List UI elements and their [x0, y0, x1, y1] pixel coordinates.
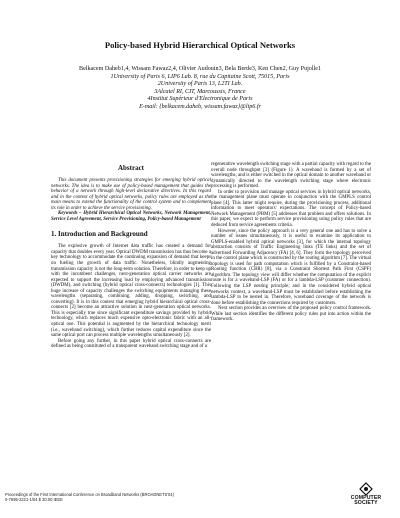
logo-line-1: COMPUTER	[350, 495, 382, 501]
section-1-heading: 1. Introduction and Background	[51, 230, 148, 239]
body-paragraph: In order to provision and manage optical services in hybrid optical networks, the management plane must operate in conjunction with the GMPLS control plane [4]. This latter might require, during the provisioning process, additional information to meet operators' expectations. The concept of Policy-based Network Management (PBM) [5] addresses that problem and offers solutions. In this paper, we expect to perform service provisioning using policy rules that are deduced from service agreements criteria.	[211, 189, 371, 229]
body-paragraph: Next section provides an overview of the proposed policy control framework. While last section identifies the different policy rules put into action within the framework.	[211, 306, 371, 323]
page-footer	[5, 492, 305, 502]
author-names: Belkacem Daheb1,4, Wissam Fawaz2,4, Olivier Audouin3, Bela Berde3, Ken Chen2, Guy Pujolle1	[79, 66, 321, 72]
body-paragraph: regenerative wavelength switching stage with a partial capacity with regard to the overall node throughput [3] (Figure 1). A waveband is formed by a set of wavelengths, and is either switched in the optical domain to another waveband or dynamically directed to the wavelength switching stage where electronic processing is performed.	[211, 162, 371, 190]
computer-society-logo	[346, 482, 386, 506]
contact-email: E-mail: {belkacem.daheb, wissam.fawaz}@lip6.fr	[139, 103, 261, 110]
isbn-line: 0-7695-2221-1/04 $ 20.00 IEEE	[5, 497, 63, 502]
ieee-computer-society-logo-icon	[357, 482, 375, 496]
paper-title: Policy-based Hybrid Hierarchical Optical Networks	[104, 40, 296, 50]
left-column	[51, 162, 211, 350]
proceedings-line: Proceedings of the First International Conference on Broadband Networks (BROADNETS'04)	[5, 492, 174, 497]
right-column	[211, 162, 371, 323]
author-block	[0, 66, 400, 112]
abstract-heading: Abstract	[117, 164, 145, 172]
keywords-text: Keywords – Hybrid Hierarchical Optical Networks, Network Management, Service Level Agreement, Service Provisioning, Policy-based Management	[51, 211, 211, 222]
body-paragraph: Before going any further, in this paper hybrid optical cross-connects are defined as being constituted of a transparent waveband switching stage and of a	[51, 338, 211, 350]
logo-line-2: SOCIETY	[354, 500, 378, 507]
body-paragraph: However, since the policy approach is a very general one and has to solve a number of issues simultaneously, it is useful to examine its application to GMPLS-enabled hybrid optical networks [3], for which the internal topology abstraction consists of Traffic Engineering links (TE links) and the set of advertised Forwarding Adjacency (FA) [4, 6]. They form the topology perceived in the control plane which is constructed by the routing algorithm [7]. The virtual topology is used for path computation which is fulfilled by a Constraint-based Routing function (CBR) [8], via a Constraint Shortest Path First (CSPF) algorithm. The topology view will differ whether the computation of the explicit route is for a waveband-LSP (FA) or for a lambda-LSP (customer connection). Following the LSP nesting principle; and in the considered hybrid optical networks context, a waveband-LSP must be established before establishing the lambda-LSP to be nested in. Therefore, waveband coverage of the network is done before establishing the connections required by customers.	[211, 228, 371, 306]
abstract-text: This document presents provisioning strategies for emerging hybrid optical networks. The idea is to make use of policy-based management that guides the behavior of a network through high-level declarative directives. In this regard and in the context of hybrid optical networks, policy rules are employed as the main means to extend the functionality of the control system and to complement its role in order to achieve the service provisioning.	[51, 178, 211, 211]
affiliation-4: 4Institut Supérieur d'Electronique de Paris	[147, 96, 253, 103]
body-paragraph: The explosive growth of Internet data traffic has created a demand for capacity that doubles every year. Optical DWDM transmission has thus become a key technology to accommodate the continuing expansion of demand that keeps on fueling the growth of data traffic. Nonetheless, blindly augmenting transmission capacity is not the long-term solution. Therefore, in order to keep up with the incumbent challenges, next-generation optical carrier networks are expected to support the increasing load by employing advanced transmission (DWDM), and switching (hybrid optical cross-connects) technologies [1]. This huge increase of capacity challenges the switching equipments managing these wavelengths (separating, combining, adding, dropping, switching, and converting). It is in this context that emerging hybrid hierarchical optical cross-connects [2] become an attractive solution in next-generation optical networks. This is especially true since significant expenditure savings provided by hybrid technology, which replaces much expensive opto-electronic fabric with an all-optical one. This potential is augmented by the hierarchical technology merit (i.e., waveband switching), which further reduces capital expenditure since the same optical port can process multiple wavelengths simultaneously [2].	[51, 244, 211, 339]
affiliation-3: 3Alcatel RI, CIT, Marcoussis, France	[154, 88, 246, 95]
affiliation-2: 2University of Paris 13, L2TI Lab.	[157, 81, 243, 88]
affiliation-1: 1University of Paris 6, LIP6 Lab. 8, rue du Capitaine Scott, 75015, Paris	[110, 73, 290, 80]
